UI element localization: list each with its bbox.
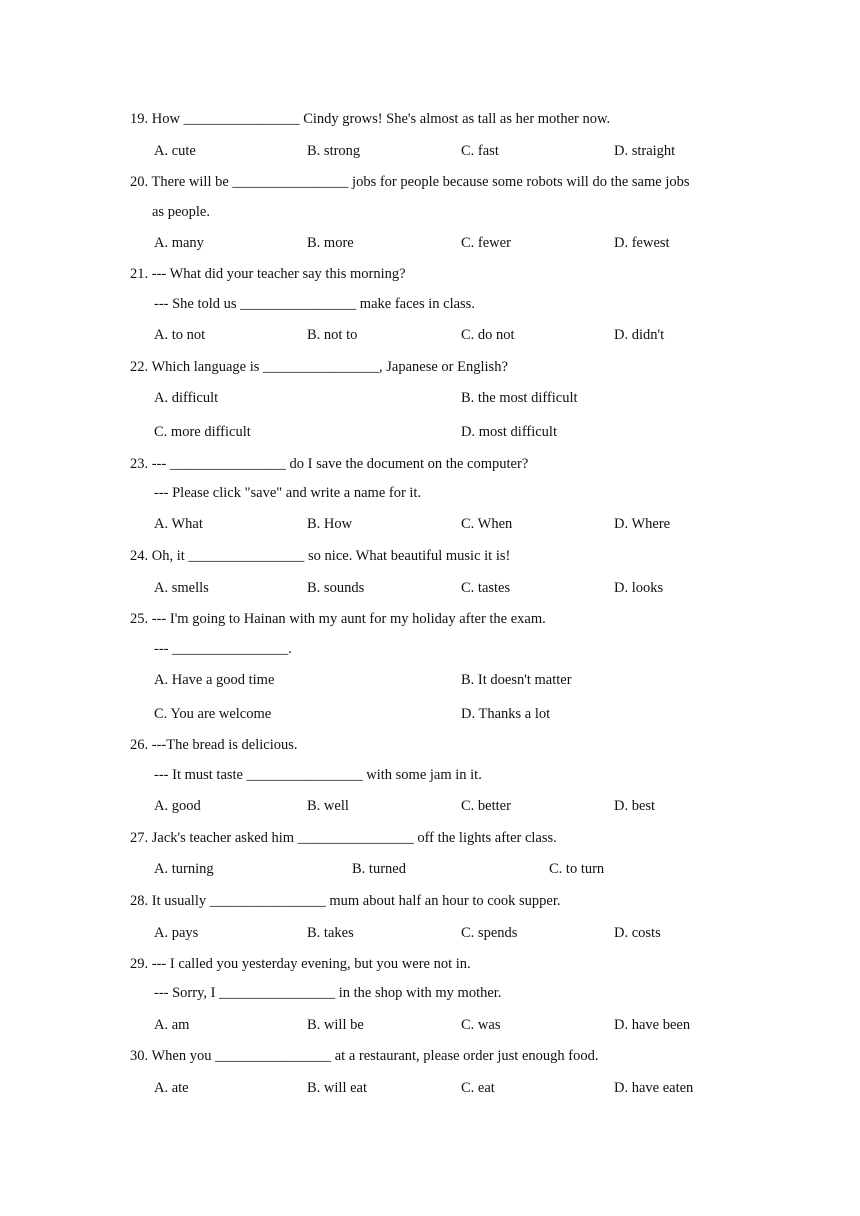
question-28-stem: 28. It usually ________________ mum about half an hour to cook supper. (130, 893, 561, 909)
question-19-stem: 19. How ________________ Cindy grows! She's almost as tall as her mother now. (130, 111, 611, 127)
question-24-option-c[interactable]: C. tastes (461, 580, 511, 596)
question-25-option-b[interactable]: B. It doesn't matter (461, 672, 572, 688)
question-29-option-a[interactable]: A. am (154, 1017, 190, 1033)
question-29-stem-line2: --- Sorry, I ________________ in the shop with my mother. (154, 985, 502, 1001)
question-29-option-c[interactable]: C. was (461, 1017, 501, 1033)
question-23-option-a[interactable]: A. What (154, 516, 203, 532)
question-28-option-a[interactable]: A. pays (154, 925, 199, 941)
question-23-option-b[interactable]: B. How (307, 516, 353, 532)
question-20-stem: 20. There will be ________________ jobs for people because some robots will do the same jobs (130, 174, 690, 190)
question-30-stem: 30. When you ________________ at a restaurant, please order just enough food. (130, 1048, 599, 1064)
question-26-option-d[interactable]: D. best (614, 798, 656, 814)
question-27-option-c[interactable]: C. to turn (549, 861, 605, 877)
question-24-option-a[interactable]: A. smells (154, 580, 209, 596)
question-26-option-c[interactable]: C. better (461, 798, 511, 814)
question-20-stem-continued: as people. (152, 204, 210, 220)
question-26-option-a[interactable]: A. good (154, 798, 201, 814)
question-29-option-b[interactable]: B. will be (307, 1017, 364, 1033)
question-25-stem-line2: --- ________________. (154, 641, 292, 657)
question-27-option-a[interactable]: A. turning (154, 861, 214, 877)
question-23-stem: 23. --- ________________ do I save the document on the computer? (130, 456, 529, 472)
question-21-option-b[interactable]: B. not to (307, 327, 358, 343)
question-25-option-d[interactable]: D. Thanks a lot (461, 706, 551, 722)
question-27-stem: 27. Jack's teacher asked him ________________ off the lights after class. (130, 830, 557, 846)
question-28-option-c[interactable]: C. spends (461, 925, 518, 941)
question-24-stem: 24. Oh, it ________________ so nice. What beautiful music it is! (130, 548, 511, 564)
question-23-stem-line2: --- Please click "save" and write a name for it. (154, 485, 422, 501)
question-22-option-c[interactable]: C. more difficult (154, 424, 251, 440)
question-24-option-d[interactable]: D. looks (614, 580, 664, 596)
question-22-option-d[interactable]: D. most difficult (461, 424, 557, 440)
question-29-stem: 29. --- I called you yesterday evening, but you were not in. (130, 956, 471, 972)
question-28-option-b[interactable]: B. takes (307, 925, 354, 941)
question-30-option-c[interactable]: C. eat (461, 1080, 495, 1096)
question-30-option-d[interactable]: D. have eaten (614, 1080, 694, 1096)
question-21-stem-line2: --- She told us ________________ make faces in class. (154, 296, 475, 312)
question-22-stem: 22. Which language is ________________, Japanese or English? (130, 359, 508, 375)
question-30-option-a[interactable]: A. ate (154, 1080, 189, 1096)
question-23-option-d[interactable]: D. Where (614, 516, 671, 532)
question-26-stem: 26. ---The bread is delicious. (130, 737, 298, 753)
question-20-option-d[interactable]: D. fewest (614, 235, 670, 251)
question-22-option-a[interactable]: A. difficult (154, 390, 219, 406)
question-19-option-c[interactable]: C. fast (461, 143, 499, 159)
question-29-option-d[interactable]: D. have been (614, 1017, 691, 1033)
question-26-stem-line2: --- It must taste ________________ with some jam in it. (154, 767, 482, 783)
question-24-option-b[interactable]: B. sounds (307, 580, 365, 596)
question-20-option-a[interactable]: A. many (154, 235, 204, 251)
question-20-option-b[interactable]: B. more (307, 235, 354, 251)
question-21-option-a[interactable]: A. to not (154, 327, 206, 343)
question-19-option-b[interactable]: B. strong (307, 143, 361, 159)
question-22-option-b[interactable]: B. the most difficult (461, 390, 578, 406)
question-23-option-c[interactable]: C. When (461, 516, 513, 532)
question-25-option-a[interactable]: A. Have a good time (154, 672, 275, 688)
question-21-option-c[interactable]: C. do not (461, 327, 515, 343)
question-26-option-b[interactable]: B. well (307, 798, 349, 814)
question-27-option-b[interactable]: B. turned (352, 861, 406, 877)
question-25-option-c[interactable]: C. You are welcome (154, 706, 272, 722)
question-21-stem: 21. --- What did your teacher say this morning? (130, 266, 406, 282)
question-30-option-b[interactable]: B. will eat (307, 1080, 368, 1096)
question-25-stem: 25. --- I'm going to Hainan with my aunt for my holiday after the exam. (130, 611, 546, 627)
question-19-option-a[interactable]: A. cute (154, 143, 196, 159)
question-28-option-d[interactable]: D. costs (614, 925, 661, 941)
question-19-option-d[interactable]: D. straight (614, 143, 676, 159)
question-20-option-c[interactable]: C. fewer (461, 235, 511, 251)
question-21-option-d[interactable]: D. didn't (614, 327, 665, 343)
